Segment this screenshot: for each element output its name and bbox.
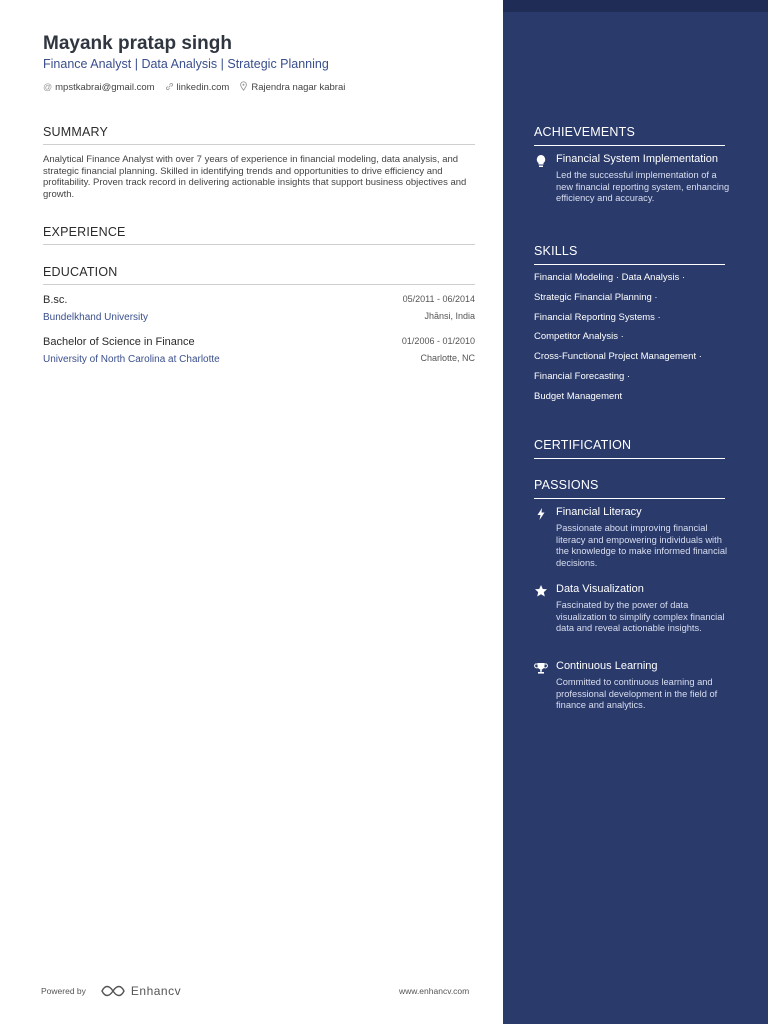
school-name: University of North Carolina at Charlotte (43, 354, 220, 365)
education-entry (43, 336, 475, 365)
achievement-title: Financial System Implementation (556, 153, 719, 165)
passion-item (534, 583, 734, 635)
star-icon (534, 584, 548, 598)
lightbulb-icon (534, 154, 548, 168)
contact-bar (43, 81, 355, 93)
powered-by-label: Powered by (41, 986, 86, 996)
skill-line: Strategic Financial Planning · (534, 291, 658, 303)
enhancv-logo-icon (100, 984, 126, 998)
education-location: Charlotte, NC (420, 353, 475, 363)
location-pin-icon (239, 81, 248, 93)
achievements-heading: ACHIEVEMENTS (534, 125, 725, 146)
location-text: Rajendra nagar kabrai (251, 81, 346, 93)
contact-location (239, 81, 345, 93)
skill-line: Budget Management (534, 390, 623, 402)
lightning-icon (534, 507, 548, 521)
sidebar-top-bar (503, 0, 768, 12)
resume-sidebar (503, 0, 768, 1024)
passion-desc: Committed to continuous learning and professional development in the field of finance and analytics. (556, 677, 718, 710)
passion-desc: Passionate about improving financial literacy and empowering individuals with the knowledge to make informed financial decisions. (556, 523, 728, 568)
skill-line: Competitor Analysis · (534, 331, 624, 343)
degree: B.sc. (43, 294, 68, 306)
education-date: 01/2006 - 01/2010 (401, 336, 475, 346)
skills-heading: SKILLS (534, 244, 725, 265)
candidate-name: Mayank pratap singh (43, 33, 232, 54)
link-icon (165, 82, 174, 93)
passion-desc: Fascinated by the power of data visualization to simplify complex financial data and reveal actionable insights. (556, 600, 725, 633)
achievement-item (534, 153, 734, 205)
passions-heading: PASSIONS (534, 478, 725, 499)
education-entry (43, 294, 475, 323)
passion-title: Financial Literacy (556, 506, 642, 518)
achievement-desc: Led the successful implementation of a new financial reporting system, enhancing efficiency and accuracy. (556, 170, 730, 203)
passion-item (534, 660, 734, 712)
brand-name: Enhancv (130, 984, 182, 998)
summary-text: Analytical Finance Analyst with over 7 years of experience in financial modeling, data analysis, and strategic financial planning. Skilled in identifying trends and opportunities to drive efficiency and profitability. Proven track record in delivering actionable insights that support business objectives and growth. (43, 154, 467, 201)
candidate-title: Finance Analyst | Data Analysis | Strategic Planning (43, 57, 329, 71)
enhancv-logo[interactable] (100, 984, 181, 998)
degree: Bachelor of Science in Finance (43, 336, 195, 348)
school-name: Bundelkhand University (43, 312, 149, 323)
contact-linkedin[interactable] (165, 82, 230, 93)
contact-email[interactable] (43, 82, 155, 93)
skill-line: Financial Forecasting · (534, 370, 631, 382)
education-location: Jhānsi, India (424, 311, 475, 321)
skill-line: Cross-Functional Project Management · (534, 351, 702, 363)
passion-title: Data Visualization (556, 583, 644, 595)
skill-line: Financial Modeling · Data Analysis · (534, 272, 686, 283)
powered-by (41, 984, 181, 998)
skills-list (534, 272, 734, 411)
certification-heading: CERTIFICATION (534, 438, 725, 459)
education-date: 05/2011 - 06/2014 (402, 294, 475, 304)
experience-heading: EXPERIENCE (43, 225, 475, 245)
summary-heading: SUMMARY (43, 125, 475, 145)
education-heading: EDUCATION (43, 265, 475, 285)
passion-title: Continuous Learning (556, 660, 658, 672)
trophy-icon (534, 661, 548, 675)
email-text: mpstkabrai@gmail.com (55, 81, 155, 93)
website-link[interactable]: www.enhancv.com (399, 986, 470, 996)
passion-item (534, 506, 734, 569)
linkedin-text: linkedin.com (176, 81, 230, 93)
skill-line: Financial Reporting Systems · (534, 311, 661, 323)
at-icon: @ (43, 82, 53, 92)
